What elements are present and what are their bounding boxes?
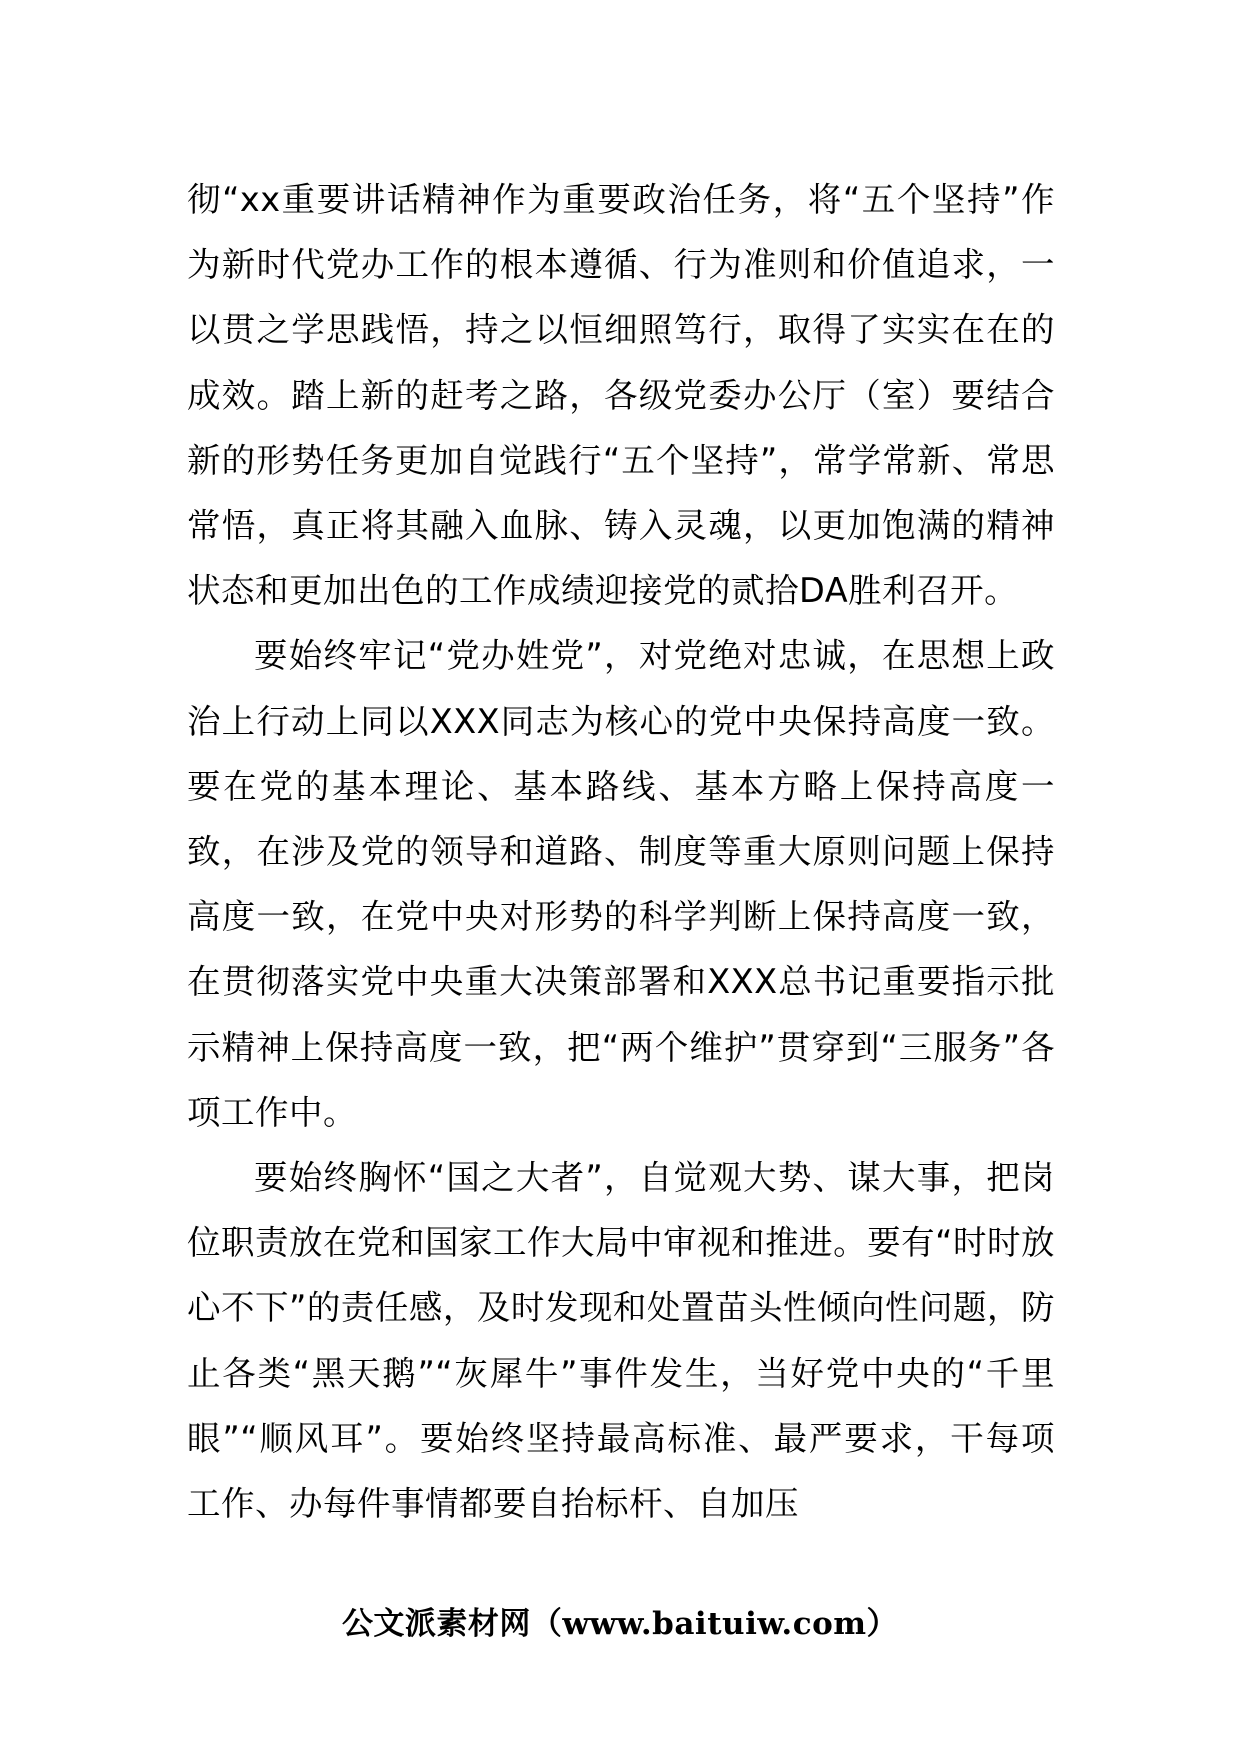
footer-watermark: 公文派素材网（www.baituiw.com）: [341, 1606, 899, 1642]
paragraph-national-priorities: 要始终胸怀“国之大者”，自觉观大势、谋大事，把岗位职责放在党和国家工作大局中审视和推进。要有“时时放心不下”的责任感，及时发现和处置苗头性倾向性问题，防止各类“黑天鹅”“灰犀牛”事件发生，当好党中央的“千里眼”“顺风耳”。要始终坚持最高标准、最严要求，干每项工作、办每件事情都要自抬标杆、自加压: [187, 1158, 1055, 1524]
paragraph-continued: 彻“xx重要讲话精神作为重要政治任务，将“五个坚持”作为新时代党办工作的根本遵循、行为准则和价值追求，一以贯之学思践悟，持之以恒细照笃行，取得了实实在在的成效。踏上新的赶考之路，各级党委办公厅（室）要结合新的形势任务更加自觉践行“五个坚持”，常学常新、常思常悟，真正将其融入血脉、铸入灵魂，以更加饱满的精神状态和更加出色的工作成绩迎接党的贰拾DA胜利召开。: [187, 180, 1055, 611]
document-body: [187, 167, 1055, 1536]
paragraph-party-office-loyalty: 要始终牢记“党办姓党”，对党绝对忠诚，在思想上政治上行动上同以XXX同志为核心的党中央保持高度一致。要在党的基本理论、基本路线、基本方略上保持高度一致，在涉及党的领导和道路、制度等重大原则问题上保持高度一致，在党中央对形势的科学判断上保持高度一致，在贯彻落实党中央重大决策部署和XXX总书记重要指示批示精神上保持高度一致，把“两个维护”贯穿到“三服务”各项工作中。: [187, 636, 1055, 1132]
